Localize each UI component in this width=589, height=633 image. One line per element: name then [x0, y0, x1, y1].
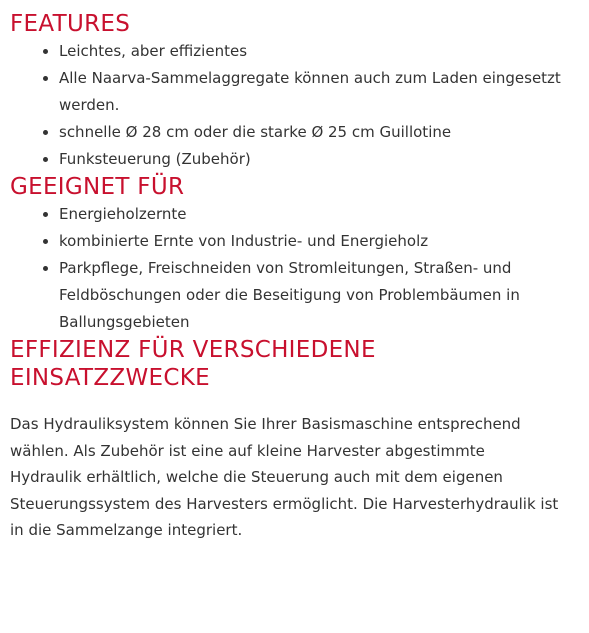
features-list-item: • Alle Naarva-Sammelaggregate können auch zum Laden eingesetzt werden. [59, 65, 579, 119]
features-list-item: • schnelle Ø 28 cm oder die starke Ø 25 cm Guillotine [59, 119, 579, 146]
efficiency-heading [10, 336, 579, 392]
efficiency-heading-line1: EFFIZIENZ FÜR VERSCHIEDENE [10, 337, 376, 363]
features-list-item: • Leichtes, aber effizientes [59, 38, 579, 65]
suitable-for-list [10, 201, 579, 336]
suitable-for-list-item: • kombinierte Ernte von Industrie- und Energieholz [59, 228, 579, 255]
suitable-for-list-item: • Energieholzernte [59, 201, 579, 228]
suitable-for-list-item: • Parkpflege, Freischneiden von Stromleitungen, Straßen- und Feldböschungen oder die Beseitigung von Problembäumen in Ballungsgebieten [59, 255, 579, 336]
features-list [10, 38, 579, 173]
features-heading: FEATURES [10, 11, 131, 37]
efficiency-heading-line2: EINSATZZWECKE [10, 365, 210, 391]
suitable-for-heading: GEEIGNET FÜR [10, 174, 185, 200]
features-list-item: • Funksteuerung (Zubehör) [59, 146, 579, 173]
efficiency-paragraph: Das Hydrauliksystem können Sie Ihrer Basismaschine entsprechend wählen. Als Zubehör ist eine auf kleine Harvester abgestimmte Hydraulik erhältlich, welche die Steuerung auch mit dem eigenen Steuerungssystem des Harvesters ermöglicht. Die Harvesterhydraulik ist in die Sammelzange integriert. [10, 415, 559, 539]
